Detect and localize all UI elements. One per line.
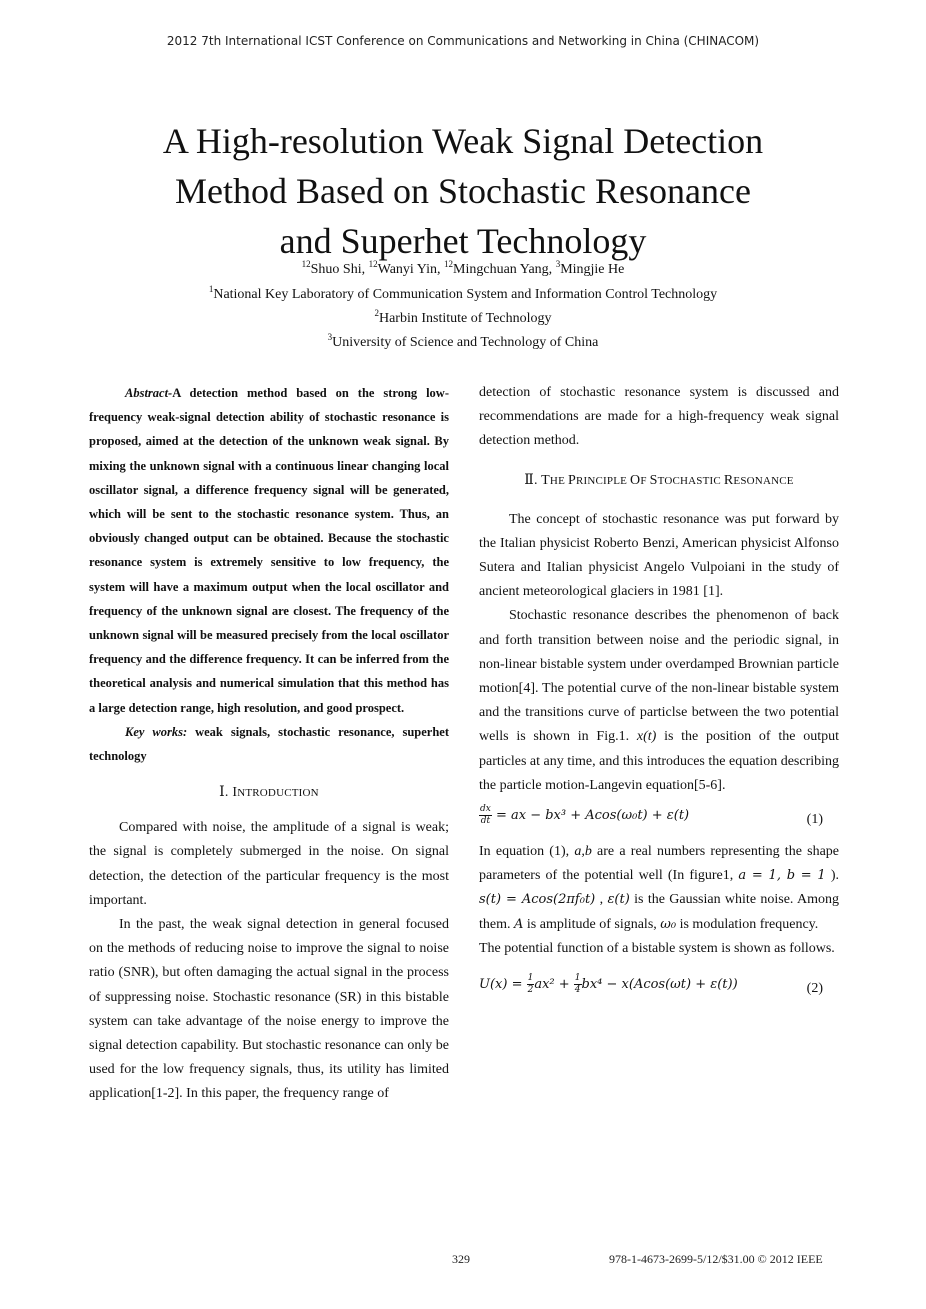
abstract — [89, 381, 449, 720]
author-name: Mingchuan Yang, — [453, 262, 556, 277]
author-name: Mingjie He — [560, 262, 625, 277]
equation-lhs: U(x) = — [479, 977, 527, 993]
principle-paragraph-2 — [479, 604, 839, 798]
affiliation-2 — [0, 307, 926, 331]
author-sup: 12 — [368, 259, 378, 269]
title-line-1: A High-resolution Weak Signal Detection — [162, 121, 764, 161]
intro-continuation: detection of stochastic resonance system is discussed and recommendations are made for a high-frequency weak signal detection method. — [479, 385, 839, 449]
affiliation-sup: 3 — [327, 332, 333, 342]
equation-term: ax² + — [534, 977, 574, 993]
author-name: Shuo Shi, — [310, 262, 369, 277]
text-run: In equation (1), — [479, 844, 575, 860]
fraction-denominator: 2 — [527, 985, 534, 996]
fraction-numerator: 1 — [527, 973, 534, 984]
fraction-dx-dt — [479, 804, 492, 827]
affiliation-3 — [0, 331, 926, 355]
heading-part: T — [541, 472, 550, 488]
math-inline: a = 1, b = 1 — [738, 868, 826, 884]
affiliation-text: National Key Laboratory of Communication System and Information Control Technology — [213, 287, 718, 302]
text-run: , — [595, 892, 608, 908]
math-inline: A — [514, 916, 524, 932]
keywords — [89, 720, 449, 768]
heading-part: ESONANCE — [733, 474, 794, 487]
author-sup: 12 — [301, 259, 311, 269]
equation-number: (1) — [806, 812, 823, 828]
right-column — [479, 381, 839, 1009]
section-heading-principle — [479, 470, 839, 492]
math-inline: s(t) = Acos(2πf₀t) — [479, 892, 596, 908]
heading-part: S — [649, 472, 658, 488]
author-sup: 12 — [444, 259, 454, 269]
equation-1-explanation — [479, 840, 839, 937]
fraction-denominator: dt — [480, 816, 491, 827]
math-inline: a,b — [574, 844, 592, 860]
text-run: is modulation frequency. — [676, 916, 819, 932]
text-run: ). — [825, 868, 839, 884]
abstract-label: Abstract- — [125, 386, 173, 400]
isbn-copyright: 978-1-4673-2699-5/12/$31.00 © 2012 IEEE — [609, 1252, 823, 1266]
equation-term: bx⁴ − x(Acos(ωt) + ε(t)) — [581, 977, 738, 993]
page-number: 329 — [452, 1252, 470, 1266]
author-sup: 3 — [555, 259, 561, 269]
title-line-3: and Superhet Technology — [279, 221, 647, 261]
fraction-denominator: 4 — [574, 985, 581, 996]
heading-part: F — [640, 474, 650, 487]
fraction-numerator: 1 — [574, 973, 581, 984]
intro-paragraph-2: In the past, the weak signal detection in general focused on the methods of reducing noise to improve the signal to noise ratio (SNR), but often damaging the actual signal in the process of suppressing noise. Stochastic resonance (SR) in this bistable system can take advantage of the noise energy to improve the signal detection capability. But stochastic resonance can only be used for the low frequency signals, thus, its utility has limited application[1-2]. In this paper, the frequency range of — [89, 917, 449, 1102]
title-line-2: Method Based on Stochastic Resonance — [175, 171, 751, 211]
author-list — [0, 258, 926, 282]
section-numeral: Ⅰ. — [219, 785, 233, 801]
fraction-quarter — [574, 973, 582, 996]
text-run: Stochastic resonance describes the phenomenon of back and forth transition between noise and the periodic signal, in non-linear bistable system under overdamped Brownian particle motion[4]. The potential curve of the non-linear bistable system and the transitions curve of particlse between the two potential wells is shown in Fig.1. — [479, 608, 839, 745]
heading-part: RINCIPLE — [575, 474, 630, 487]
paper-title — [60, 116, 866, 266]
author-name: Wanyi Yin, — [377, 262, 445, 277]
heading-part: P — [567, 472, 576, 488]
text-run: is the Gaussian white noise. Among them. — [479, 892, 839, 932]
heading-part: O — [630, 472, 641, 488]
heading-part: R — [723, 472, 734, 488]
affiliation-1 — [0, 283, 926, 307]
text-run: is the position of the output particles at any time, and this introduces the equation describing the particle motion-Langevin equation[5-6]. — [479, 729, 840, 793]
keywords-text: weak signals, stochastic resonance, superhet technology — [89, 724, 449, 764]
keywords-label: Key works: — [125, 724, 188, 739]
conference-header: 2012 7th International ICST Conference on Communications and Networking in China (CHINACOM) — [166, 34, 760, 48]
affiliation-text: University of Science and Technology of China — [332, 335, 599, 350]
equation-1 — [479, 802, 839, 834]
heading-part: I — [232, 785, 238, 801]
section-numeral: Ⅱ. — [524, 472, 542, 488]
math-inline: ω₀ — [660, 916, 677, 932]
abstract-text: A detection method based on the strong low-frequency weak-signal detection ability of stochastic resonance is proposed, aimed at the detection of the unknown weak signal. By mixing the unknown signal with a continuous linear changing local oscillator signal, a difference frequency signal will be generated, which will be sent to the stochastic resonance system. Thus, an obviously changed output can be obtained. Because the stochastic resonance system is extremely sensitive to low frequency, the system will have a maximum output when the local oscillator and frequency of the unknown signal are closest. The frequency of the unknown signal will be measured precisely from the local oscillator frequency and the difference frequency. It can be inferred from the theoretical analysis and numerical simulation that this method has a large detection range, high resolution, and good prospect. — [89, 386, 449, 715]
principle-paragraph-1: The concept of stochastic resonance was put forward by the Italian physicist Roberto Benzi, American physicist Alfonso Sutera and Italian physicist Angelo Vulpoiani in the study of ancient meteorological glaciers in 1981 [1]. — [479, 511, 839, 600]
affiliation-sup: 2 — [374, 308, 379, 318]
affiliation-sup: 1 — [208, 284, 214, 294]
left-column — [89, 381, 449, 1107]
heading-part: TOCHASTIC — [657, 474, 724, 487]
math-x-of-t: x(t) — [636, 729, 657, 745]
affiliation-text: Harbin Institute of Technology — [378, 311, 552, 326]
text-run: are a real numbers representing the shape parameters of the potential well (In figure1, — [479, 844, 840, 884]
section-heading-introduction — [89, 782, 449, 804]
intro-paragraph-1: Compared with noise, the amplitude of a signal is weak; the signal is completely submerged in the noise. On signal detection, the detection of the particular frequency is the most important. — [89, 820, 449, 908]
fraction-numerator: dx — [480, 804, 491, 815]
equation-rhs: = ax − bx³ + Acos(ω₀t) + ε(t) — [491, 808, 690, 824]
text-run: is amplitude of signals, — [523, 916, 661, 932]
equation-number: (2) — [806, 981, 823, 997]
heading-part: NTRODUCTION — [237, 787, 319, 800]
potential-intro: The potential function of a bistable system is shown as follows. — [479, 940, 835, 956]
equation-2 — [479, 971, 839, 1003]
heading-part: HE — [549, 474, 568, 487]
math-inline: ε(t) — [607, 892, 630, 908]
